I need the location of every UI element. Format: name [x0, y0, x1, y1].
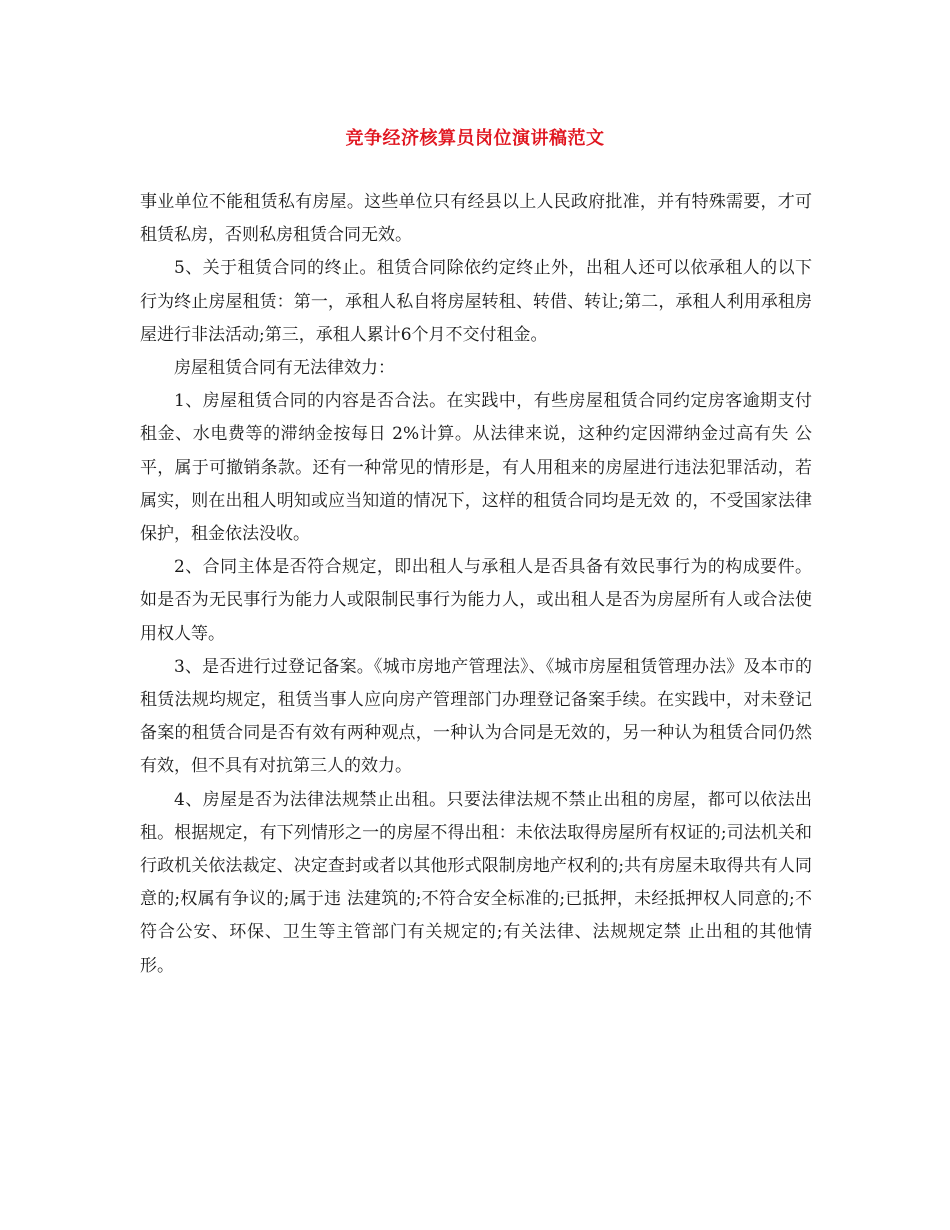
- paragraph-contract-parties: 2、合同主体是否符合规定，即出租人与承租人是否具备有效民事行为的构成要件。如是否为无民事行为能力人或限制民事行为能力人，或出租人是否为房屋所有人或合法使用权人等。: [140, 557, 812, 644]
- document-title: 竞争经济核算员岗位演讲稿范文: [345, 128, 605, 149]
- paragraph-contract-termination: 5、关于租赁合同的终止。租赁合同除依约定终止外，出租人还可以依承租人的以下行为终止房屋租赁：第一，承租人私自将房屋转租、转借、转让;第二，承租人利用承租房屋进行非法活动;第三，承租人累计6个月不交付租金。: [140, 258, 812, 345]
- paragraph-validity-heading: 房屋租赁合同有无法律效力：: [174, 358, 395, 379]
- paragraph-intro: 事业单位不能租赁私有房屋。这些单位只有经县以上人民政府批准，并有特殊需要，才可租赁私房，否则私房租赁合同无效。: [140, 192, 812, 246]
- document-body: [140, 186, 812, 983]
- paragraph-content-legality: 1、房屋租赁合同的内容是否合法。在实践中，有些房屋租赁合同约定房客逾期支付租金、水电费等的滞纳金按每日 2%计算。从法律来说，这种约定因滞纳金过高有失 公平，属于可撤销条款。还有一种常见的情形是，有人用租来的房屋进行违法犯罪活动，若属实，则在出租人明知或应当知道的情况下，这样的租赁合同均是无效 的，不受国家法律保护，租金依法没收。: [140, 391, 812, 545]
- paragraph-prohibited-rental: 4、房屋是否为法律法规禁止出租。只要法律法规不禁止出租的房屋，都可以依法出租。根据规定，有下列情形之一的房屋不得出租：未依法取得房屋所有权证的;司法机关和行政机关依法裁定、决定查封或者以其他形式限制房地产权利的;共有房屋未取得共有人同意的;权属有争议的;属于违 法建筑的;不符合安全标准的;已抵押，未经抵押权人同意的;不符合公安、环保、卫生等主管部门有关规定的;有关法律、法规规定禁 止出租的其他情形。: [140, 789, 812, 976]
- paragraph-registration: 3、是否进行过登记备案。《城市房地产管理法》、《城市房屋租赁管理办法》及本市的租赁法规均规定，租赁当事人应向房产管理部门办理登记备案手续。在实践中，对未登记备案的租赁合同是否有效有两种观点，一种认为合同是无效的，另一种认为租赁合同仍然有效，但不具有对抗第三人的效力。: [140, 656, 812, 777]
